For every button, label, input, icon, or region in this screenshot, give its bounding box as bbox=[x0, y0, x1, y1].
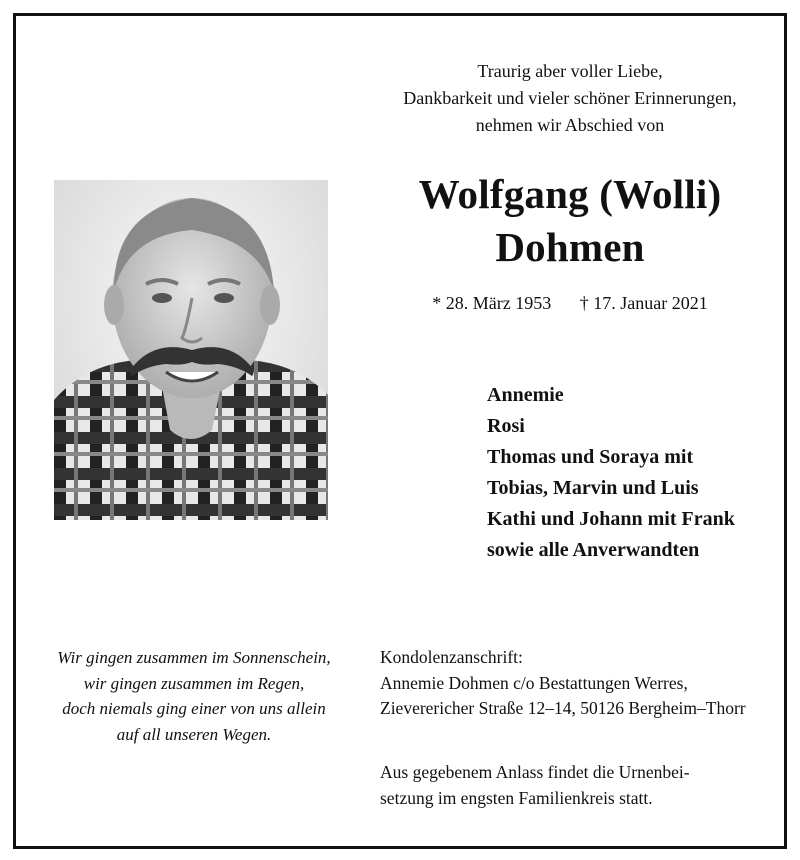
address-line: Kondolenzanschrift: bbox=[380, 647, 523, 667]
portrait-photo bbox=[54, 180, 328, 520]
deceased-name bbox=[370, 168, 770, 274]
note-line: setzung im engsten Familienkreis statt. bbox=[380, 787, 653, 808]
family-member: Rosi bbox=[487, 415, 525, 437]
intro-line: Dankbarkeit und vieler schöner Erinnerungen, bbox=[403, 88, 737, 108]
deceased-name-line2: Dohmen bbox=[495, 224, 645, 270]
burial-note bbox=[380, 760, 690, 811]
address-line: Zieverericher Straße 12–14, 50126 Bergheim–Thorr bbox=[380, 698, 746, 718]
poem-line: wir gingen zusammen im Regen, bbox=[83, 673, 305, 693]
poem-line: auf all unseren Wegen. bbox=[116, 724, 272, 744]
family-member: Kathi und Johann mit Frank bbox=[487, 508, 735, 530]
poem-line: Wir gingen zusammen im Sonnenschein, bbox=[57, 648, 331, 667]
intro-text bbox=[370, 58, 770, 139]
death-date: † 17. Januar 2021 bbox=[579, 293, 708, 313]
intro-line: nehmen wir Abschied von bbox=[475, 115, 665, 135]
memorial-poem bbox=[30, 645, 358, 747]
address-line: Annemie Dohmen c/o Bestattungen Werres, bbox=[380, 672, 688, 693]
birth-date: * 28. März 1953 bbox=[432, 293, 552, 313]
note-line: Aus gegebenem Anlass findet die Urnenbei- bbox=[380, 762, 690, 782]
family-member: sowie alle Anverwandten bbox=[487, 539, 700, 561]
family-list bbox=[487, 380, 735, 566]
family-member: Thomas und Soraya mit bbox=[487, 446, 694, 468]
poem-line: doch niemals ging einer von uns allein bbox=[62, 699, 326, 718]
family-member: Annemie bbox=[487, 384, 564, 406]
family-member: Tobias, Marvin und Luis bbox=[487, 477, 699, 499]
condolence-address bbox=[380, 645, 746, 722]
intro-line: Traurig aber voller Liebe, bbox=[477, 61, 663, 81]
deceased-name-line1: Wolfgang (Wolli) bbox=[418, 171, 722, 217]
life-dates bbox=[370, 293, 770, 314]
